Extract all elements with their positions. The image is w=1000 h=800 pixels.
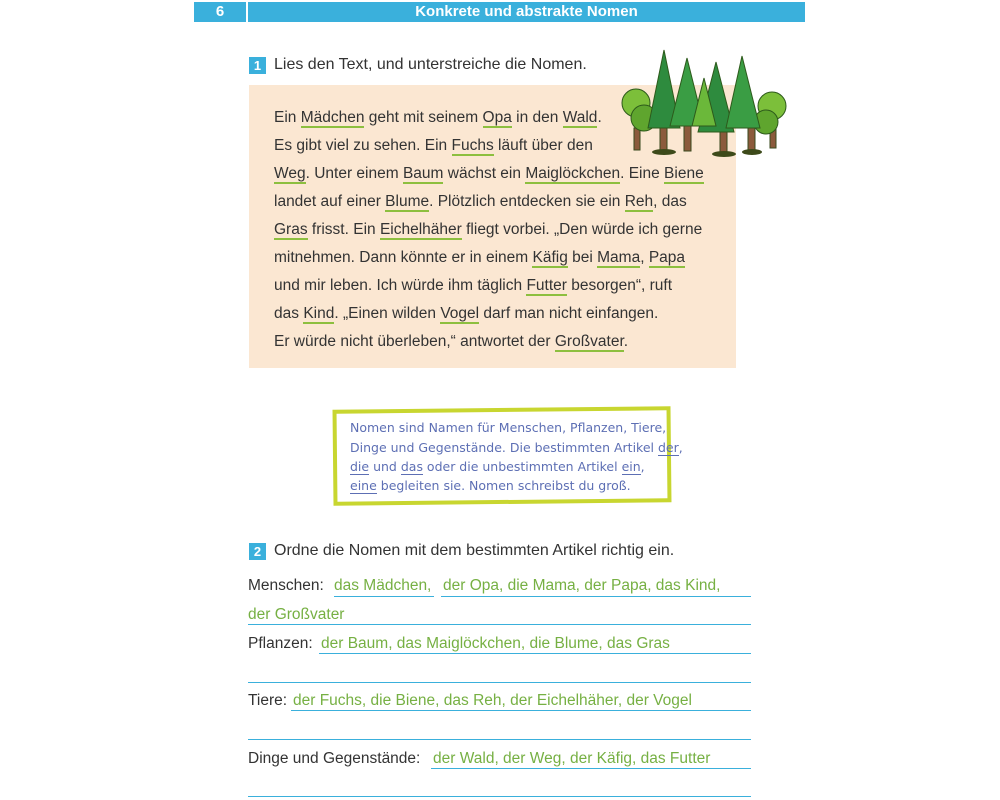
passage-line: [274, 332, 628, 352]
dinge-label: Dinge und Gegenstände:: [248, 750, 421, 767]
passage-text: läuft über den: [493, 137, 593, 154]
passage-text: . Plötzlich entdecken sie ein: [429, 193, 625, 210]
noun: Mama: [597, 249, 641, 266]
rule-line: [350, 477, 631, 495]
dinge-empty-line: [248, 796, 751, 797]
passage-text: Es gibt viel zu sehen. Ein: [274, 137, 452, 154]
tiere-empty-line: [248, 739, 751, 740]
rule-line: [350, 458, 645, 476]
noun: Blume: [385, 193, 430, 210]
passage-text: . Unter einem: [305, 165, 403, 182]
menschen-answer-2: der Opa, die Mama, der Papa, das Kind,: [443, 577, 721, 594]
menschen-answer-3: der Großvater: [248, 606, 345, 623]
rule-text-segment: ,: [678, 440, 683, 455]
passage-text: bei: [567, 249, 598, 266]
rule-text-segment: Dinge und Gegenstände. Die bestimmten Artikel: [350, 440, 658, 455]
article: der: [657, 440, 679, 455]
passage-text: frisst. Ein: [307, 221, 380, 238]
task-1-instruction: Lies den Text, und unterstreiche die Nomen.: [274, 56, 587, 73]
passage-text: darf man nicht einfangen.: [479, 305, 659, 322]
article: das: [400, 459, 423, 474]
passage-text: geht mit seinem: [364, 109, 483, 126]
passage-text: .: [597, 109, 602, 126]
passage-text: Ein: [274, 109, 301, 126]
rule-text-segment: Nomen sind Namen für Menschen, Pflanzen, Tiere,: [350, 420, 667, 435]
noun: Weg: [274, 165, 306, 182]
noun: Baum: [402, 165, 444, 182]
passage-text: wächst ein: [443, 165, 526, 182]
tiere-answer: der Fuchs, die Biene, das Reh, der Eichelhäher, der Vogel: [293, 692, 692, 709]
rule-text-segment: oder die unbestimmten Artikel: [422, 459, 622, 474]
noun: Gras: [274, 221, 308, 238]
noun: Wald: [562, 109, 598, 126]
passage-text: .: [623, 333, 629, 350]
noun: Fuchs: [451, 137, 494, 154]
rule-line: [350, 439, 683, 457]
passage-text: das: [274, 305, 304, 322]
passage-text: ,: [640, 249, 649, 266]
passage-line: [274, 192, 687, 212]
passage-text: , das: [653, 193, 687, 210]
task-2-number: 2: [249, 543, 266, 560]
page-number: 6: [194, 2, 246, 22]
noun: Kind: [303, 305, 335, 322]
passage-text: . „Einen wilden: [334, 305, 441, 322]
passage-text: in den: [511, 109, 563, 126]
noun: Großvater: [554, 333, 624, 350]
task-1-number: 1: [249, 57, 266, 74]
passage-text: . Eine: [620, 165, 665, 182]
menschen-answer-1: das Mädchen,: [334, 577, 432, 594]
menschen-answer-line-2: [441, 596, 751, 597]
dinge-answer: der Wald, der Weg, der Käfig, das Futter: [433, 750, 711, 767]
passage-text: Er würde nicht überleben,“ antwortet der: [274, 333, 555, 350]
rule-text-segment: und: [369, 459, 401, 474]
noun: Eichelhäher: [379, 221, 462, 238]
task-2-instruction: Ordne die Nomen mit dem bestimmten Artikel richtig ein.: [274, 542, 675, 559]
noun: Mädchen: [300, 109, 365, 126]
pflanzen-answer: der Baum, das Maiglöckchen, die Blume, das Gras: [321, 635, 670, 652]
rule-text-segment: ,: [640, 459, 645, 474]
passage-line: [274, 220, 702, 240]
pflanzen-empty-line: [248, 682, 751, 683]
noun: Papa: [648, 249, 686, 266]
rule-line: [350, 419, 666, 437]
passage-line: [274, 248, 685, 268]
noun: Maiglöckchen: [525, 165, 621, 182]
passage-line: [274, 164, 704, 184]
passage-text: mitnehmen. Dann könnte er in einem: [274, 249, 533, 266]
passage-text: besorgen“, ruft: [566, 277, 673, 294]
pflanzen-answer-line: [319, 653, 751, 654]
rule-text-segment: begleiten sie. Nomen schreibst du groß.: [376, 478, 631, 493]
article: eine: [350, 478, 377, 493]
noun: Vogel: [440, 305, 480, 322]
noun: Opa: [482, 109, 512, 126]
passage-text: fliegt vorbei. „Den würde ich gerne: [461, 221, 703, 238]
passage-line: [274, 304, 658, 324]
article: die: [350, 459, 370, 474]
passage-text: und mir leben. Ich würde ihm täglich: [274, 277, 527, 294]
noun: Reh: [624, 193, 654, 210]
page-title: Konkrete und abstrakte Nomen: [248, 2, 805, 22]
menschen-label: Menschen:: [248, 577, 324, 594]
tiere-label: Tiere:: [248, 692, 288, 709]
passage-text: landet auf einer: [274, 193, 386, 210]
passage-line: [274, 276, 672, 296]
dinge-answer-line: [431, 768, 751, 769]
noun: Biene: [664, 165, 704, 182]
pflanzen-label: Pflanzen:: [248, 635, 313, 652]
passage-line: [274, 136, 593, 156]
noun: Futter: [526, 277, 567, 294]
menschen-answer-line-1: [334, 596, 434, 597]
forest-illustration-icon: [620, 48, 788, 158]
tiere-answer-line: [291, 710, 751, 711]
passage-line: [274, 108, 602, 128]
article: ein: [621, 459, 641, 474]
menschen-answer-line-3: [248, 624, 751, 625]
noun: Käfig: [532, 249, 568, 266]
